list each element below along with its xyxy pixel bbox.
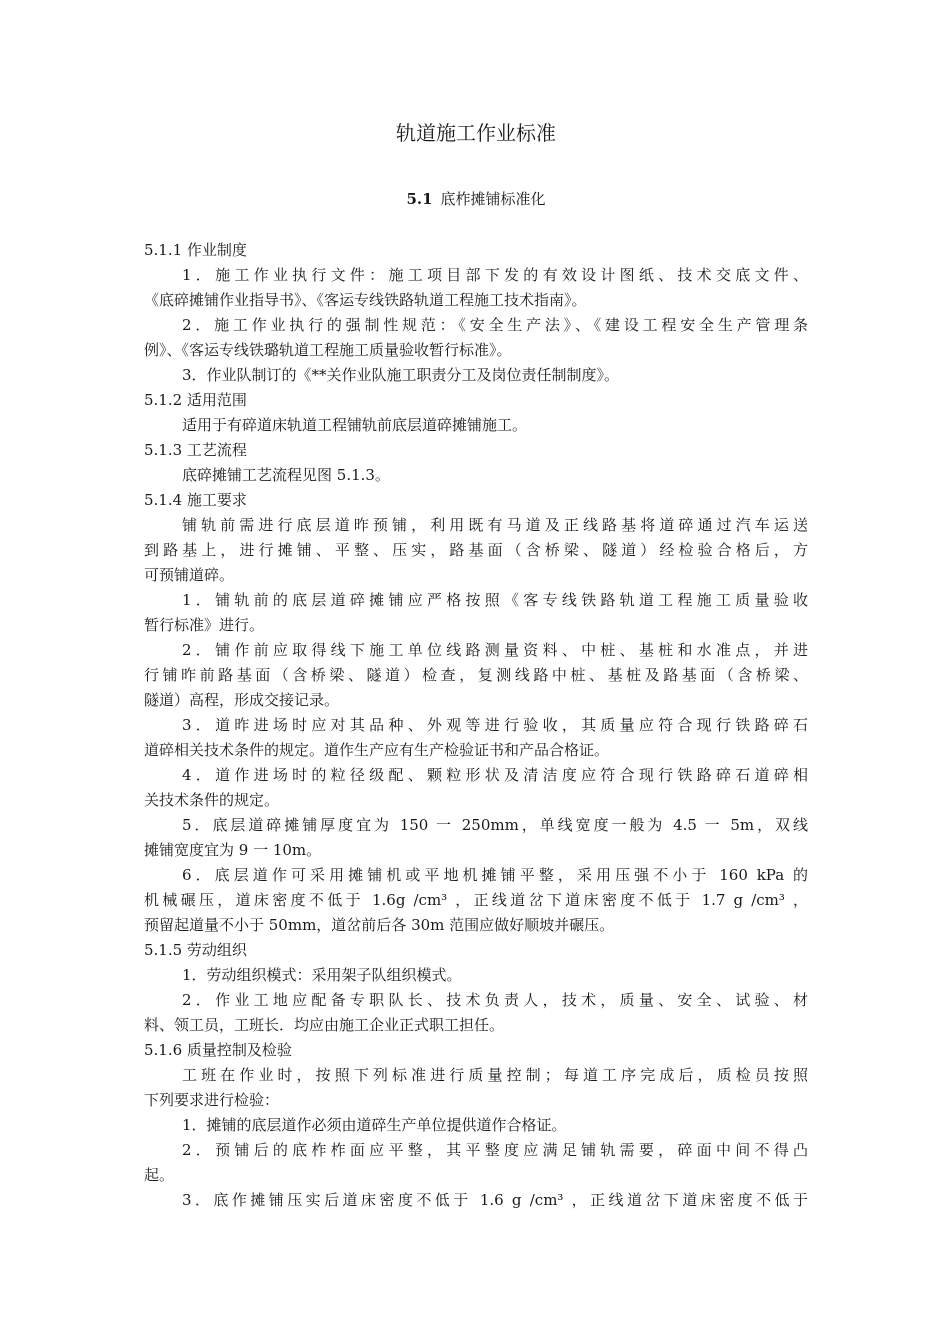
section-heading bbox=[144, 185, 808, 213]
text-line: 5.1.5 劳动组织 bbox=[144, 941, 247, 959]
text-line: 例》、《客运专线铁璐轨道工程施工质量验收暂行标准》。 bbox=[144, 341, 512, 359]
text-line: 机械碾压，道床密度不低于 1.6g /cm³ ，正线道岔下道床密度不低于 1.7 g /cm³ ， bbox=[144, 891, 808, 909]
text-line: 2．铺作前应取得线下施工单位线路测量资料、中桩、基桩和水准点，并进 bbox=[182, 641, 808, 659]
text-line: 2．预铺后的底柞柞面应平整，其平整度应满足铺轨需要，碎面中间不得凸 bbox=[182, 1141, 808, 1159]
text-line: 5.1.2 适用范围 bbox=[144, 391, 247, 409]
text-line: 道碎相关技术条件的规定。道作生产应有生产检验证书和产品合格证。 bbox=[144, 741, 610, 759]
text-line: 5.1.3 工艺流程 bbox=[144, 441, 247, 459]
text-line: 2．作业工地应配备专职队长、技术负责人，技术，质量、安全、试验、材 bbox=[182, 991, 808, 1009]
text-line: 《底碎摊铺作业指导书》、《客运专线铁路轨道工程施工技术指南》。 bbox=[144, 291, 587, 309]
text-line: 到路基上，进行摊铺、平整、压实，路基面（含桥梁、隧道）经检验合格后，方 bbox=[144, 541, 808, 559]
text-line: 料、领工员，工班长．均应由施工企业正式职工担任。 bbox=[144, 1016, 505, 1034]
text-line: 1．施工作业执行文件：施工项目部下发的有效设计图纸、技术交底文件、 bbox=[182, 266, 808, 284]
text-line: 3．底作摊铺压实后道床密度不低于 1.6 g /cm³ ，正线道岔下道床密度不低于 bbox=[182, 1191, 808, 1209]
text-line: 摊铺宽度宜为 9 一 10m。 bbox=[144, 841, 322, 859]
text-line: 3．道昨进场时应对其品种、外观等进行验收，其质量应符合现行铁路碎石 bbox=[182, 716, 808, 734]
text-line: 4．道作进场时的粒径级配、颗粒形状及清洁度应符合现行铁路碎石道碎相 bbox=[182, 766, 808, 784]
text-line: 5．底层道碎摊铺厚度宜为 150 一 250mm，单线宽度一般为 4.5 一 5m，双线 bbox=[182, 816, 808, 834]
section-number: 5.1 bbox=[406, 190, 433, 208]
text-line: 起。 bbox=[144, 1166, 175, 1184]
section-title: 底柞摊铺标准化 bbox=[440, 190, 546, 208]
document-title: 轨道施工作业标准 bbox=[396, 121, 556, 145]
text-line: 适用于有碎道床轨道工程铺轨前底层道碎摊铺施工。 bbox=[182, 416, 528, 434]
text-line: 5.1.6 质量控制及检验 bbox=[144, 1041, 292, 1059]
text-line: 1．铺轨前的底层道碎摊铺应严格按照《客专线铁路轨道工程施工质量验收 bbox=[182, 591, 808, 609]
body-text bbox=[144, 238, 808, 1213]
text-line: 行铺昨前路基面（含桥梁、隧道）检查，复测线路中桩、基桩及路基面（含桥梁、 bbox=[144, 666, 808, 684]
text-line: 1．劳动组织模式：采用架子队组织模式。 bbox=[182, 966, 462, 984]
text-line: 5.1.1 作业制度 bbox=[144, 241, 247, 259]
text-line: 底碎摊铺工艺流程见图 5.1.3。 bbox=[182, 466, 390, 484]
text-line: 工班在作业时，按照下列标准进行质量控制；每道工序完成后，质检员按照 bbox=[182, 1066, 808, 1084]
text-line: 2．施工作业执行的强制性规范：《安全生产法》、《建设工程安全生产管理条 bbox=[182, 316, 808, 334]
text-line: 关技术条件的规定。 bbox=[144, 791, 280, 809]
text-line: 下列要求进行检验： bbox=[144, 1091, 280, 1109]
text-line: 1．摊铺的底层道作必须由道碎生产单位提供道作合格证。 bbox=[182, 1116, 567, 1134]
text-line: 可预铺道碎。 bbox=[144, 566, 235, 584]
text-line: 5.1.4 施工要求 bbox=[144, 491, 247, 509]
text-line: 预留起道量不小于 50mm，道岔前后各 30m 范围应做好顺坡并碾压。 bbox=[144, 916, 615, 934]
text-line: 6．底层道作可采用摊铺机或平地机摊铺平整，采用压强不小于 160 kPa 的 bbox=[182, 866, 808, 884]
text-line: 铺轨前需进行底层道昨预铺，利用既有马道及正线路基将道碎通过汽车运送 bbox=[182, 516, 808, 534]
text-line: 暂行标准》进行。 bbox=[144, 616, 265, 634]
text-line: 3．作业队制订的《**关作业队施工职责分工及岗位责任制制度》。 bbox=[182, 366, 620, 384]
text-line: 隧道）高程，形成交接记录。 bbox=[144, 691, 340, 709]
